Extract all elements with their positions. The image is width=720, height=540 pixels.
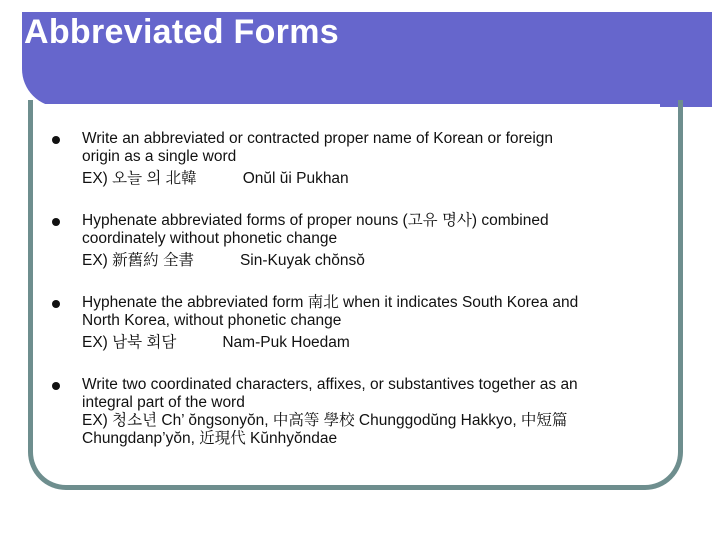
bullet-line: North Korea, without phonetic change — [82, 312, 342, 329]
example-label: EX) 남북 회담 — [82, 334, 177, 351]
slide-title: Abbreviated Forms — [24, 13, 339, 51]
bullet-line: Write two coordinated characters, affixes, or substantives together as an — [82, 376, 578, 393]
example-line: EX) 청소년 Ch’ ŏngsonyŏn, 中高等 學校 Chunggodŭng Hakkyo, 中短篇 — [82, 412, 568, 429]
example-value: Sin-Kuyak chŏnsŏ — [239, 252, 365, 269]
example-label: EX) 오늘 의 北韓 — [82, 170, 197, 187]
bullet-text — [82, 294, 672, 352]
bullet-icon — [52, 136, 60, 144]
bullet-line: integral part of the word — [82, 394, 245, 411]
bullet-icon — [52, 218, 60, 226]
bullet-line: Hyphenate abbreviated forms of proper nouns (고유 명사) combined — [82, 212, 549, 229]
bullet-line: origin as a single word — [82, 148, 237, 165]
bullet-text — [82, 376, 672, 448]
bullet-line: coordinately without phonetic change — [82, 230, 338, 247]
bullet-icon — [52, 382, 60, 390]
bullet-line: Hyphenate the abbreviated form 南北 when it indicates South Korea and — [82, 294, 579, 311]
bullet-icon — [52, 300, 60, 308]
example-value: Onŭl ŭi Pukhan — [242, 170, 349, 187]
example-line — [82, 252, 672, 270]
bullet-text — [82, 130, 672, 188]
example-label: EX) 新舊約 全書 — [82, 252, 194, 269]
example-line — [82, 334, 672, 352]
bullet-text — [82, 212, 672, 270]
example-line: Chungdanp’yŏn, 近現代 Kŭnhyŏndae — [82, 430, 338, 447]
example-value: Nam-Puk Hoedam — [222, 334, 350, 351]
bullet-line: Write an abbreviated or contracted proper name of Korean or foreign — [82, 130, 554, 147]
example-line — [82, 170, 672, 188]
